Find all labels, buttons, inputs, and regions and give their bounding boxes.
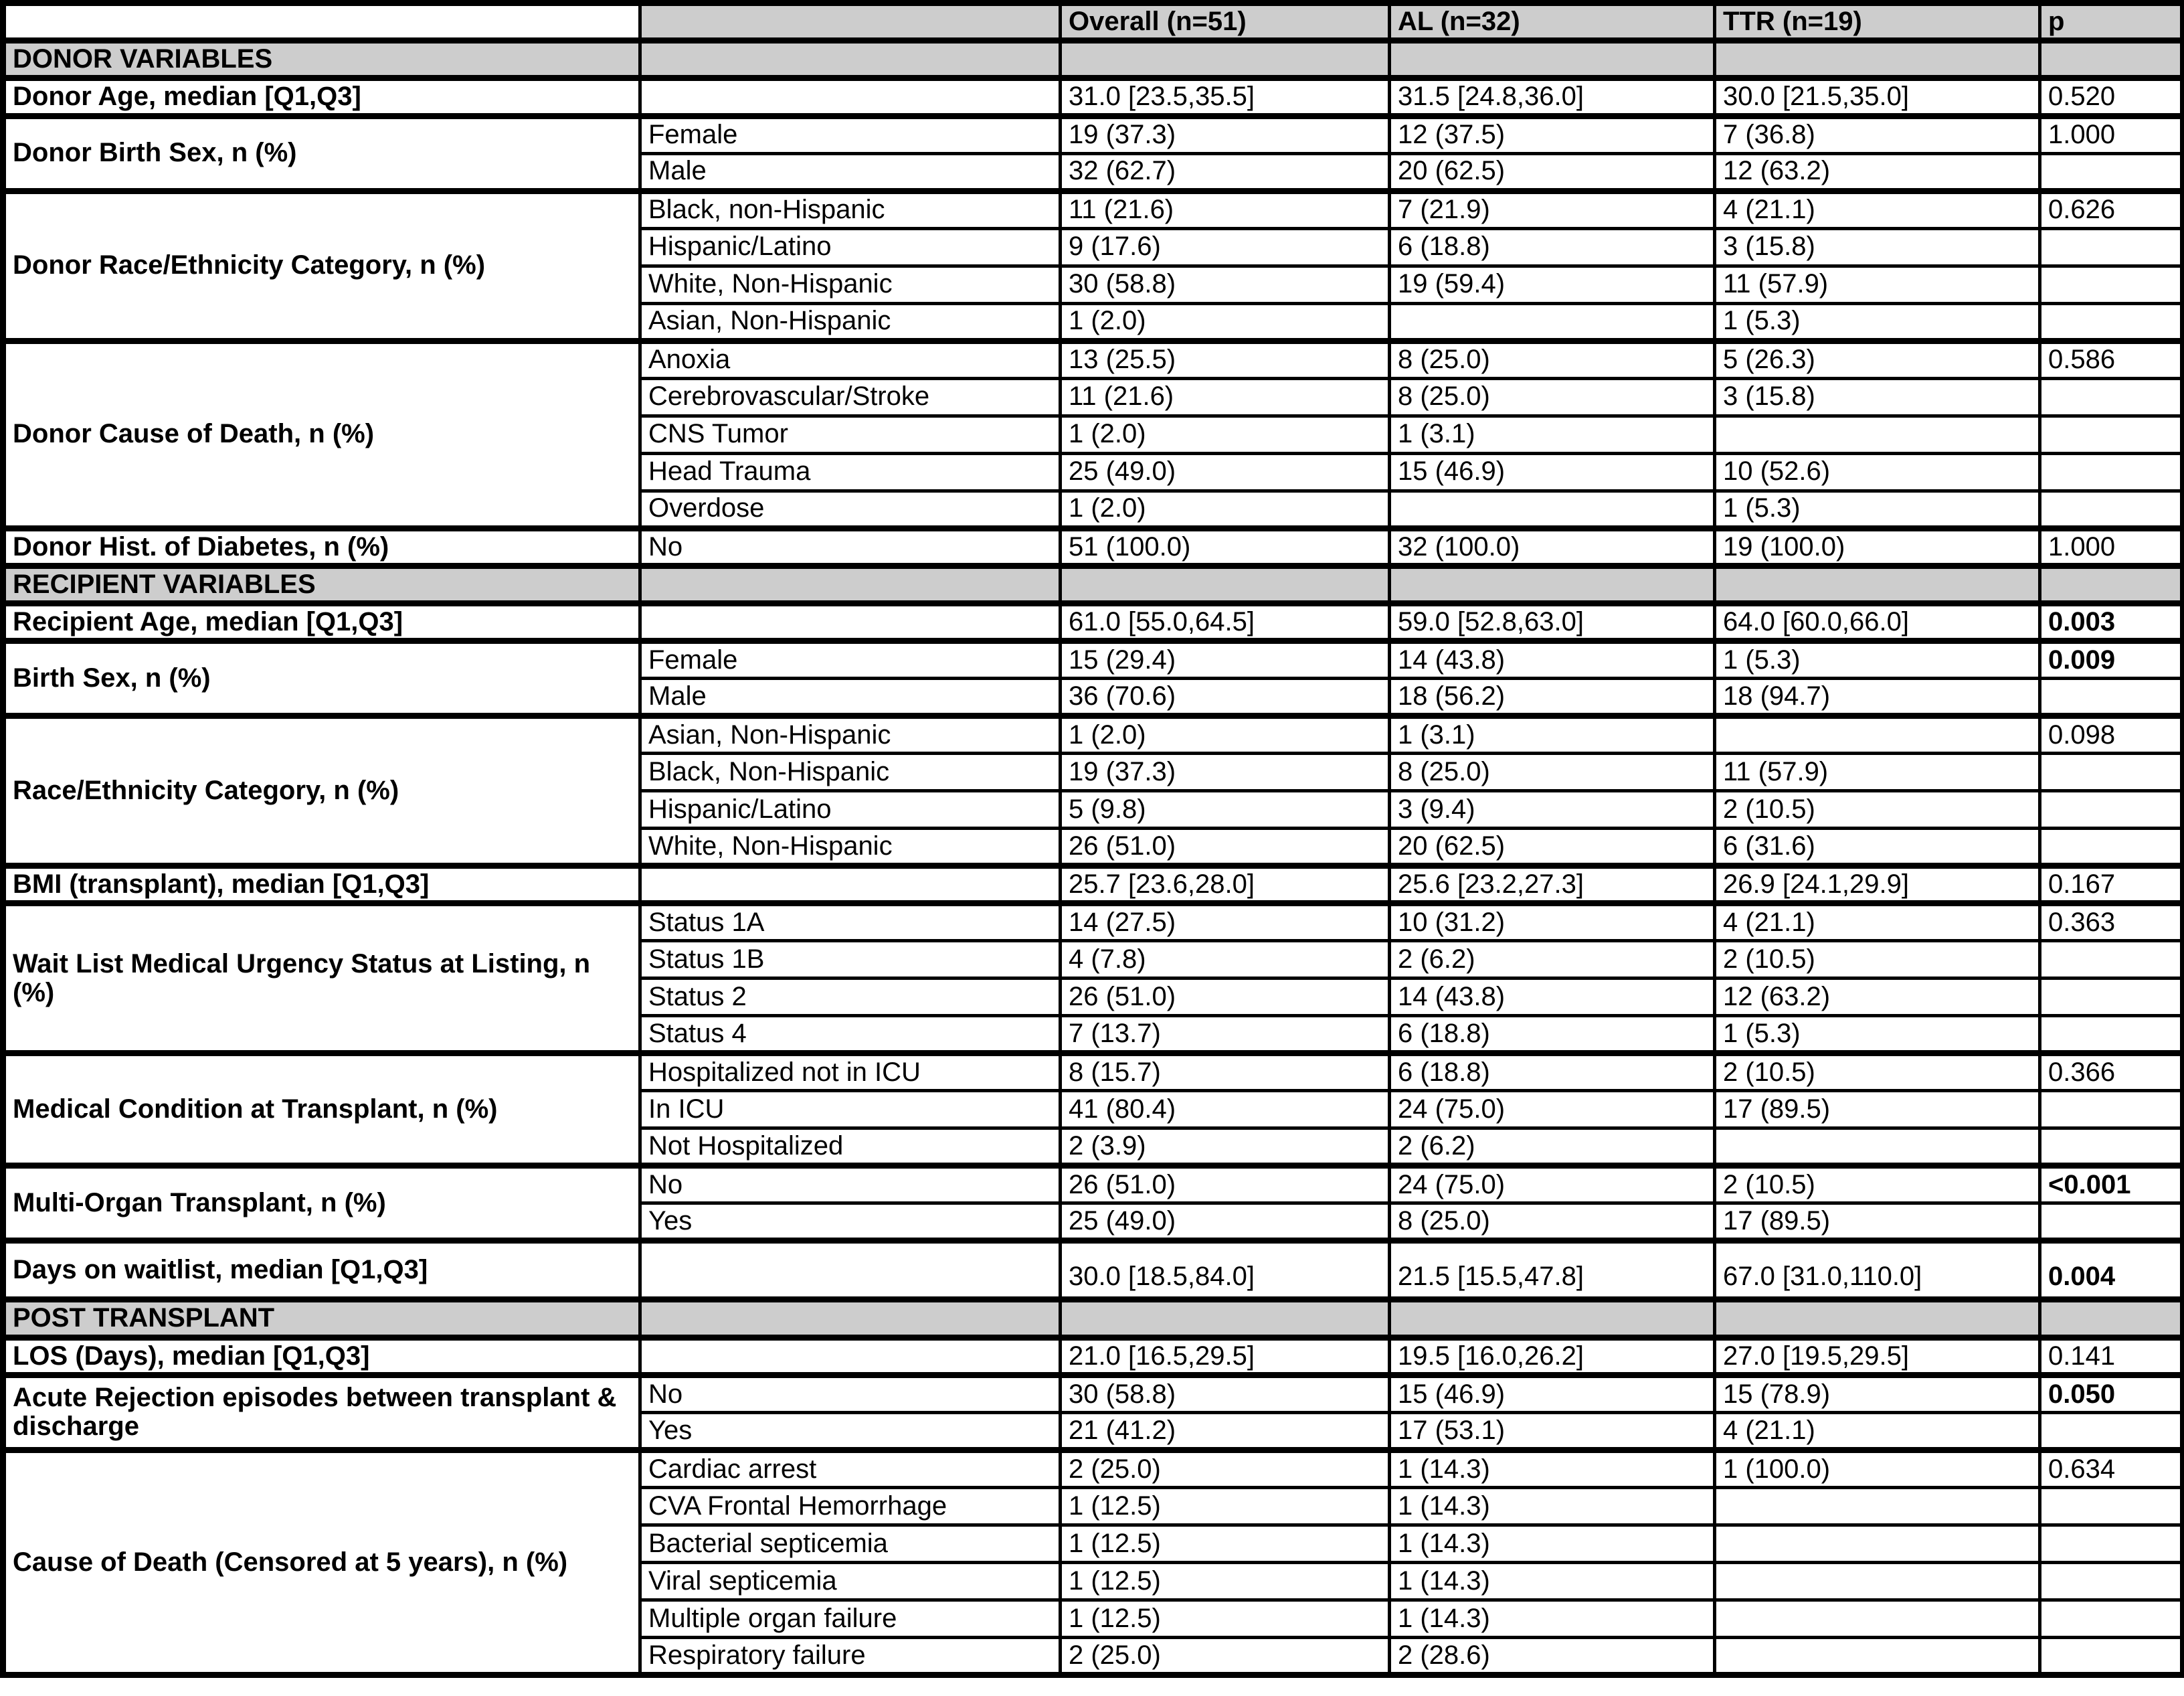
cell-subcategory: No	[640, 1166, 1061, 1203]
row-label: Race/Ethnicity Category, n (%)	[3, 716, 640, 866]
cell-al: 1 (14.3)	[1390, 1600, 1715, 1637]
table-row	[3, 866, 2183, 904]
section-cell-ttr	[1715, 1300, 2040, 1337]
cell-subcategory: White, Non-Hispanic	[640, 266, 1061, 303]
cell-overall: 2 (25.0)	[1061, 1637, 1390, 1675]
cell-ttr: 27.0 [19.5,29.5]	[1715, 1337, 2040, 1375]
cell-overall: 19 (37.3)	[1061, 754, 1390, 791]
cell-al: 15 (46.9)	[1390, 453, 1715, 491]
cell-p: 0.586	[2040, 341, 2183, 378]
cell-al: 3 (9.4)	[1390, 791, 1715, 829]
cell-overall: 26 (51.0)	[1061, 979, 1390, 1016]
cell-subcategory: Asian, Non-Hispanic	[640, 716, 1061, 754]
row-label: Wait List Medical Urgency Status at Listing, n (%)	[3, 904, 640, 1053]
cell-ttr: 12 (63.2)	[1715, 979, 2040, 1016]
cell-p: 0.363	[2040, 904, 2183, 941]
row-label: Acute Rejection episodes between transplant & discharge	[3, 1375, 640, 1450]
cell-overall: 8 (15.7)	[1061, 1053, 1390, 1091]
row-label: Donor Cause of Death, n (%)	[3, 341, 640, 528]
cell-overall: 21.0 [16.5,29.5]	[1061, 1337, 1390, 1375]
cell-ttr: 2 (10.5)	[1715, 791, 2040, 829]
row-label: Days on waitlist, median [Q1,Q3]	[3, 1241, 640, 1300]
section-cell-p	[2040, 41, 2183, 78]
cell-p	[2040, 1412, 2183, 1450]
cell-overall: 1 (12.5)	[1061, 1600, 1390, 1637]
cell-overall: 36 (70.6)	[1061, 679, 1390, 716]
cell-p: 0.050	[2040, 1375, 2183, 1412]
cell-p	[2040, 679, 2183, 716]
cell-subcategory: No	[640, 1375, 1061, 1412]
cell-p	[2040, 941, 2183, 979]
cell-al: 19 (59.4)	[1390, 266, 1715, 303]
cell-al: 1 (14.3)	[1390, 1525, 1715, 1562]
table-row	[3, 603, 2183, 641]
cell-al	[1390, 491, 1715, 528]
section-cell-al	[1390, 1300, 1715, 1337]
section-cell-subcategory	[640, 41, 1061, 78]
cell-p	[2040, 791, 2183, 829]
cell-p	[2040, 266, 2183, 303]
cell-ttr: 11 (57.9)	[1715, 266, 2040, 303]
cell-ttr: 26.9 [24.1,29.9]	[1715, 866, 2040, 904]
cell-ttr: 1 (5.3)	[1715, 641, 2040, 679]
row-label: Donor Age, median [Q1,Q3]	[3, 78, 640, 116]
cell-overall: 31.0 [23.5,35.5]	[1061, 78, 1390, 116]
cell-subcategory: No	[640, 528, 1061, 566]
cell-al: 19.5 [16.0,26.2]	[1390, 1337, 1715, 1375]
section-cell-p	[2040, 1300, 2183, 1337]
cell-ttr	[1715, 1128, 2040, 1166]
cell-subcategory: Viral septicemia	[640, 1562, 1061, 1600]
row-label: Donor Race/Ethnicity Category, n (%)	[3, 191, 640, 341]
cell-overall: 1 (2.0)	[1061, 491, 1390, 528]
cell-overall: 1 (2.0)	[1061, 416, 1390, 453]
cell-subcategory	[640, 603, 1061, 641]
cell-subcategory: White, Non-Hispanic	[640, 829, 1061, 866]
cell-al: 31.5 [24.8,36.0]	[1390, 78, 1715, 116]
cell-p	[2040, 491, 2183, 528]
cell-overall: 4 (7.8)	[1061, 941, 1390, 979]
cell-ttr: 5 (26.3)	[1715, 341, 2040, 378]
section-cell-ttr	[1715, 566, 2040, 603]
section-cell-subcategory	[640, 566, 1061, 603]
cell-al: 8 (25.0)	[1390, 378, 1715, 416]
row-label: BMI (transplant), median [Q1,Q3]	[3, 866, 640, 904]
section-title: POST TRANSPLANT	[3, 1300, 640, 1337]
cell-overall: 14 (27.5)	[1061, 904, 1390, 941]
table-row	[3, 1450, 2183, 1487]
table-row	[3, 1166, 2183, 1203]
cell-ttr: 1 (5.3)	[1715, 1016, 2040, 1053]
header-cell-overall: Overall (n=51)	[1061, 3, 1390, 41]
cell-subcategory: Female	[640, 116, 1061, 153]
cell-al: 8 (25.0)	[1390, 754, 1715, 791]
table-row	[3, 1337, 2183, 1375]
cell-ttr: 12 (63.2)	[1715, 153, 2040, 191]
cell-p: 0.634	[2040, 1450, 2183, 1487]
cell-al: 10 (31.2)	[1390, 904, 1715, 941]
cell-p: 0.009	[2040, 641, 2183, 679]
cell-overall: 30 (58.8)	[1061, 1375, 1390, 1412]
cell-ttr: 1 (5.3)	[1715, 303, 2040, 341]
cell-overall: 26 (51.0)	[1061, 829, 1390, 866]
cell-overall: 1 (12.5)	[1061, 1525, 1390, 1562]
row-label: Medical Condition at Transplant, n (%)	[3, 1053, 640, 1166]
cell-subcategory: Male	[640, 153, 1061, 191]
cell-al: 6 (18.8)	[1390, 228, 1715, 266]
cell-p	[2040, 1203, 2183, 1241]
cell-subcategory: Head Trauma	[640, 453, 1061, 491]
cell-ttr: 64.0 [60.0,66.0]	[1715, 603, 2040, 641]
header-cell-subcategory	[640, 3, 1061, 41]
cell-al: 14 (43.8)	[1390, 979, 1715, 1016]
cell-p	[2040, 754, 2183, 791]
cell-subcategory: Bacterial septicemia	[640, 1525, 1061, 1562]
cell-p: 0.004	[2040, 1241, 2183, 1300]
row-label: Donor Hist. of Diabetes, n (%)	[3, 528, 640, 566]
cell-al: 32 (100.0)	[1390, 528, 1715, 566]
table-row	[3, 78, 2183, 116]
cell-al: 2 (6.2)	[1390, 941, 1715, 979]
cell-ttr: 2 (10.5)	[1715, 1166, 2040, 1203]
cell-p	[2040, 1487, 2183, 1525]
cell-overall: 15 (29.4)	[1061, 641, 1390, 679]
cell-subcategory: Black, non-Hispanic	[640, 191, 1061, 228]
cell-overall: 11 (21.6)	[1061, 378, 1390, 416]
cell-al: 25.6 [23.2,27.3]	[1390, 866, 1715, 904]
cell-ttr: 4 (21.1)	[1715, 904, 2040, 941]
cell-subcategory	[640, 78, 1061, 116]
cell-overall: 19 (37.3)	[1061, 116, 1390, 153]
cell-subcategory: In ICU	[640, 1091, 1061, 1128]
cell-ttr: 1 (5.3)	[1715, 491, 2040, 528]
cell-ttr: 1 (100.0)	[1715, 1450, 2040, 1487]
row-label: Donor Birth Sex, n (%)	[3, 116, 640, 191]
cell-overall: 5 (9.8)	[1061, 791, 1390, 829]
cell-al: 8 (25.0)	[1390, 1203, 1715, 1241]
cell-ttr: 17 (89.5)	[1715, 1091, 2040, 1128]
cell-subcategory: Asian, Non-Hispanic	[640, 303, 1061, 341]
cell-subcategory: Multiple organ failure	[640, 1600, 1061, 1637]
cell-ttr: 6 (31.6)	[1715, 829, 2040, 866]
section-title: RECIPIENT VARIABLES	[3, 566, 640, 603]
section-row	[3, 41, 2183, 78]
cell-overall: 21 (41.2)	[1061, 1412, 1390, 1450]
cell-overall: 2 (3.9)	[1061, 1128, 1390, 1166]
cell-overall: 51 (100.0)	[1061, 528, 1390, 566]
cell-overall: 41 (80.4)	[1061, 1091, 1390, 1128]
cell-ttr: 30.0 [21.5,35.0]	[1715, 78, 2040, 116]
table-row	[3, 904, 2183, 941]
cell-ttr	[1715, 1600, 2040, 1637]
cell-al: 17 (53.1)	[1390, 1412, 1715, 1450]
cell-p: 1.000	[2040, 528, 2183, 566]
cell-overall: 26 (51.0)	[1061, 1166, 1390, 1203]
cell-subcategory: Anoxia	[640, 341, 1061, 378]
cell-p	[2040, 1562, 2183, 1600]
cell-al: 8 (25.0)	[1390, 341, 1715, 378]
cell-p	[2040, 228, 2183, 266]
cell-subcategory: Black, Non-Hispanic	[640, 754, 1061, 791]
cell-p	[2040, 453, 2183, 491]
header-cell-label	[3, 3, 640, 41]
table-row	[3, 528, 2183, 566]
cell-p: 0.167	[2040, 866, 2183, 904]
cell-subcategory: Respiratory failure	[640, 1637, 1061, 1675]
table-body	[3, 41, 2183, 1675]
cell-ttr: 3 (15.8)	[1715, 228, 2040, 266]
cell-subcategory: Yes	[640, 1203, 1061, 1241]
header-cell-p: p	[2040, 3, 2183, 41]
cell-p	[2040, 416, 2183, 453]
table-row	[3, 191, 2183, 228]
cell-p: 0.003	[2040, 603, 2183, 641]
cell-subcategory: Cerebrovascular/Stroke	[640, 378, 1061, 416]
cell-ttr	[1715, 1637, 2040, 1675]
cell-subcategory: Overdose	[640, 491, 1061, 528]
cell-p: 0.520	[2040, 78, 2183, 116]
cell-overall: 7 (13.7)	[1061, 1016, 1390, 1053]
cell-ttr: 11 (57.9)	[1715, 754, 2040, 791]
table-row	[3, 1053, 2183, 1091]
row-label: Cause of Death (Censored at 5 years), n (%)	[3, 1450, 640, 1675]
cell-al: 1 (14.3)	[1390, 1487, 1715, 1525]
cell-p	[2040, 829, 2183, 866]
cell-ttr: 19 (100.0)	[1715, 528, 2040, 566]
cell-p	[2040, 979, 2183, 1016]
cell-overall: 61.0 [55.0,64.5]	[1061, 603, 1390, 641]
cell-al: 14 (43.8)	[1390, 641, 1715, 679]
header-row	[3, 3, 2183, 41]
cell-al: 1 (14.3)	[1390, 1450, 1715, 1487]
cell-ttr: 67.0 [31.0,110.0]	[1715, 1241, 2040, 1300]
cell-subcategory: Status 4	[640, 1016, 1061, 1053]
cell-overall: 1 (12.5)	[1061, 1562, 1390, 1600]
cell-ttr: 10 (52.6)	[1715, 453, 2040, 491]
cell-overall: 11 (21.6)	[1061, 191, 1390, 228]
cell-al: 2 (28.6)	[1390, 1637, 1715, 1675]
cell-p	[2040, 378, 2183, 416]
cell-subcategory: Hispanic/Latino	[640, 228, 1061, 266]
cell-overall: 32 (62.7)	[1061, 153, 1390, 191]
section-cell-overall	[1061, 1300, 1390, 1337]
table-row	[3, 1375, 2183, 1412]
cell-al: 24 (75.0)	[1390, 1166, 1715, 1203]
cell-overall: 13 (25.5)	[1061, 341, 1390, 378]
cell-overall: 25.7 [23.6,28.0]	[1061, 866, 1390, 904]
cell-ttr	[1715, 416, 2040, 453]
table-row	[3, 641, 2183, 679]
cell-p	[2040, 1600, 2183, 1637]
cell-ttr	[1715, 1562, 2040, 1600]
cell-overall: 25 (49.0)	[1061, 453, 1390, 491]
row-label: Multi-Organ Transplant, n (%)	[3, 1166, 640, 1241]
cell-ttr: 4 (21.1)	[1715, 191, 2040, 228]
cell-ttr: 17 (89.5)	[1715, 1203, 2040, 1241]
cell-p: 0.141	[2040, 1337, 2183, 1375]
row-label: Birth Sex, n (%)	[3, 641, 640, 716]
cell-p: 1.000	[2040, 116, 2183, 153]
cell-ttr: 2 (10.5)	[1715, 1053, 2040, 1091]
table-row	[3, 1241, 2183, 1300]
cell-subcategory: Status 1A	[640, 904, 1061, 941]
section-cell-al	[1390, 41, 1715, 78]
table-row	[3, 716, 2183, 754]
cell-al: 7 (21.9)	[1390, 191, 1715, 228]
cell-subcategory: Status 2	[640, 979, 1061, 1016]
cell-ttr: 4 (21.1)	[1715, 1412, 2040, 1450]
cell-al: 6 (18.8)	[1390, 1016, 1715, 1053]
cell-subcategory: CVA Frontal Hemorrhage	[640, 1487, 1061, 1525]
section-cell-ttr	[1715, 41, 2040, 78]
cell-ttr	[1715, 1487, 2040, 1525]
cell-al: 15 (46.9)	[1390, 1375, 1715, 1412]
cell-al: 20 (62.5)	[1390, 829, 1715, 866]
cell-subcategory: CNS Tumor	[640, 416, 1061, 453]
table-row	[3, 341, 2183, 378]
cell-subcategory: Yes	[640, 1412, 1061, 1450]
cell-subcategory: Hospitalized not in ICU	[640, 1053, 1061, 1091]
section-cell-overall	[1061, 566, 1390, 603]
cell-al: 12 (37.5)	[1390, 116, 1715, 153]
cell-ttr: 15 (78.9)	[1715, 1375, 2040, 1412]
cell-overall: 2 (25.0)	[1061, 1450, 1390, 1487]
cell-p	[2040, 153, 2183, 191]
section-cell-al	[1390, 566, 1715, 603]
cell-subcategory	[640, 866, 1061, 904]
section-title: DONOR VARIABLES	[3, 41, 640, 78]
cell-al: 1 (3.1)	[1390, 416, 1715, 453]
cell-subcategory	[640, 1337, 1061, 1375]
cell-al: 18 (56.2)	[1390, 679, 1715, 716]
cell-overall: 1 (2.0)	[1061, 303, 1390, 341]
cell-ttr	[1715, 716, 2040, 754]
cell-p	[2040, 1128, 2183, 1166]
cell-subcategory: Not Hospitalized	[640, 1128, 1061, 1166]
section-row	[3, 1300, 2183, 1337]
cell-p	[2040, 1637, 2183, 1675]
cell-p: 0.098	[2040, 716, 2183, 754]
section-row	[3, 566, 2183, 603]
cell-p: 0.626	[2040, 191, 2183, 228]
cell-overall: 1 (2.0)	[1061, 716, 1390, 754]
cell-p	[2040, 303, 2183, 341]
cell-subcategory: Status 1B	[640, 941, 1061, 979]
cell-overall: 30.0 [18.5,84.0]	[1061, 1241, 1390, 1300]
header-cell-ttr: TTR (n=19)	[1715, 3, 2040, 41]
cell-subcategory	[640, 1241, 1061, 1300]
section-cell-overall	[1061, 41, 1390, 78]
cell-al: 21.5 [15.5,47.8]	[1390, 1241, 1715, 1300]
cell-p	[2040, 1016, 2183, 1053]
cell-subcategory: Female	[640, 641, 1061, 679]
section-cell-p	[2040, 566, 2183, 603]
cell-al: 1 (3.1)	[1390, 716, 1715, 754]
cell-overall: 25 (49.0)	[1061, 1203, 1390, 1241]
cell-ttr: 3 (15.8)	[1715, 378, 2040, 416]
cell-ttr: 2 (10.5)	[1715, 941, 2040, 979]
header-cell-al: AL (n=32)	[1390, 3, 1715, 41]
cell-p: 0.366	[2040, 1053, 2183, 1091]
row-label: LOS (Days), median [Q1,Q3]	[3, 1337, 640, 1375]
cell-al: 2 (6.2)	[1390, 1128, 1715, 1166]
cell-ttr: 7 (36.8)	[1715, 116, 2040, 153]
cell-p: <0.001	[2040, 1166, 2183, 1203]
section-cell-subcategory	[640, 1300, 1061, 1337]
cell-al: 1 (14.3)	[1390, 1562, 1715, 1600]
cell-overall: 1 (12.5)	[1061, 1487, 1390, 1525]
cell-al	[1390, 303, 1715, 341]
cell-p	[2040, 1525, 2183, 1562]
cell-ttr	[1715, 1525, 2040, 1562]
cell-subcategory: Hispanic/Latino	[640, 791, 1061, 829]
cell-al: 59.0 [52.8,63.0]	[1390, 603, 1715, 641]
row-label: Recipient Age, median [Q1,Q3]	[3, 603, 640, 641]
cell-ttr: 18 (94.7)	[1715, 679, 2040, 716]
cell-subcategory: Cardiac arrest	[640, 1450, 1061, 1487]
cell-overall: 30 (58.8)	[1061, 266, 1390, 303]
table-row	[3, 116, 2183, 153]
cell-al: 20 (62.5)	[1390, 153, 1715, 191]
cell-al: 6 (18.8)	[1390, 1053, 1715, 1091]
cell-subcategory: Male	[640, 679, 1061, 716]
cell-p	[2040, 1091, 2183, 1128]
cell-overall: 9 (17.6)	[1061, 228, 1390, 266]
cell-al: 24 (75.0)	[1390, 1091, 1715, 1128]
